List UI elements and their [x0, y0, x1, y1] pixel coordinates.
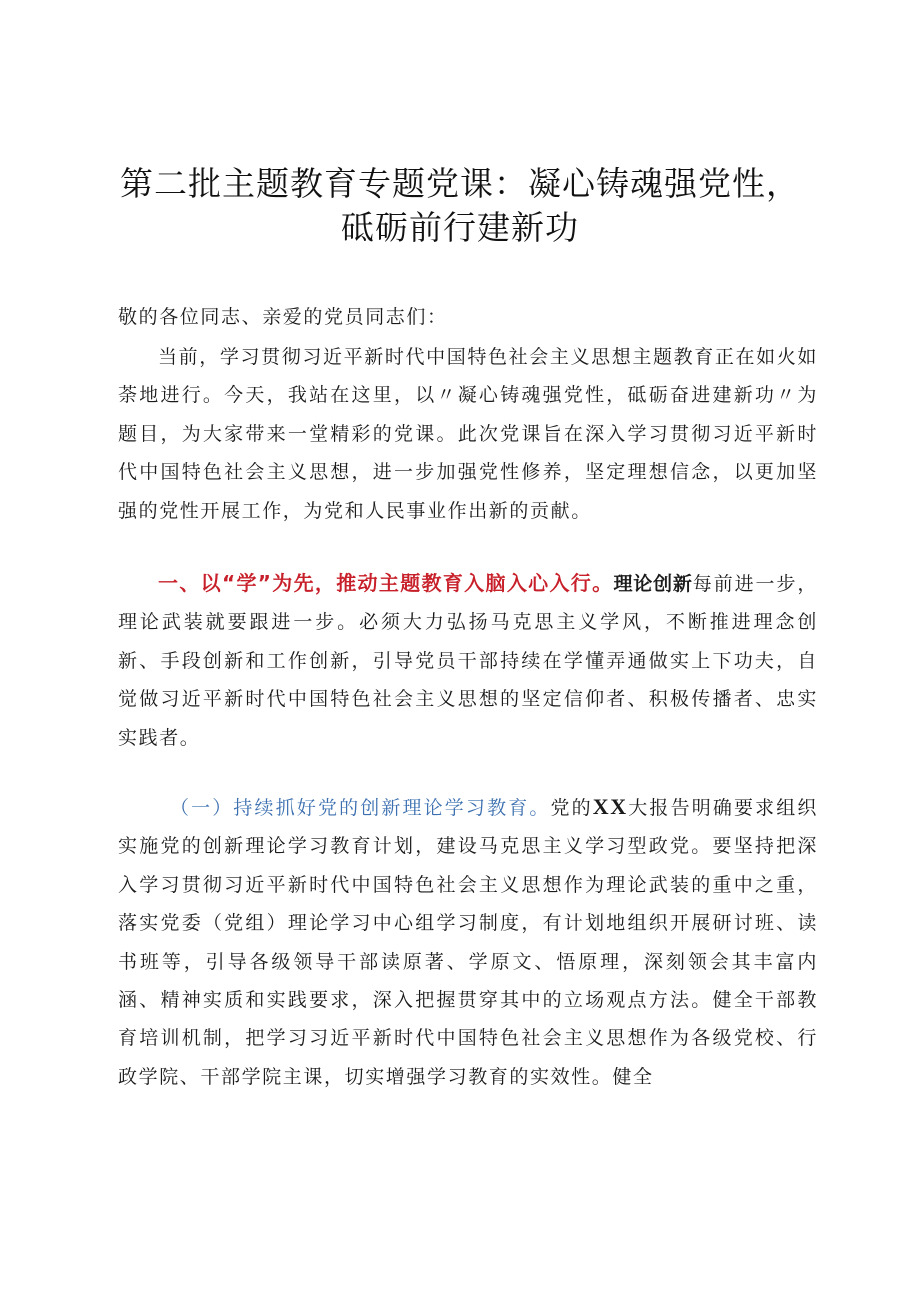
subsection1-paragraph [118, 788, 818, 1096]
subsection1-text-before: 党的 [550, 797, 593, 819]
section1-text: 每前进一步，理论武装就要跟进一步。必须大力弘扬马克思主义学风，不断推进理念创新、手段创新和工作创新，引导党员干部持续在学懂弄通做实上下功夫，自觉做习近平新时代中国特色社会主义思想的坚定信仰者、积极传播者、忠实实践者。 [118, 573, 818, 749]
greeting: 敬的各位同志、亲爱的党员同志们： [118, 306, 448, 328]
subsection1-heading: （一）持续抓好党的创新理论学习教育。 [170, 797, 551, 819]
section1-paragraph [118, 564, 818, 757]
section1-heading: 一、以“学”为先，推动主题教育入脑入心入行。 [158, 571, 614, 595]
document-title-line2: 砥砺前行建新功 [341, 208, 579, 247]
section1-lead: 理论创新 [613, 573, 693, 595]
intro-paragraph: 当前，学习贯彻习近平新时代中国特色社会主义思想主题教育正在如火如荼地进行。今天，我站在这里，以〃凝心铸魂强党性，砥砺奋进建新功〃为题目，为大家带来一堂精彩的党课。此次党课旨在深入学习贯彻习近平新时代中国特色社会主义思想，进一步加强党性修养，坚定理想信念，以更加坚强的党性开展工作，为党和人民事业作出新的贡献。 [118, 346, 818, 522]
subsection1-xx: XX [592, 794, 628, 819]
document-title-line1: 第二批主题教育专题党课：凝心铸魂强党性， [120, 164, 800, 203]
subsection1-text-after: 大报告明确要求组织实施党的创新理论学习教育计划，建设马克思主义学习型政党。要坚持把深入学习贯彻习近平新时代中国特色社会主义思想作为理论武装的重中之重，落实党委（党组）理论学习中心组学习制度，有计划地组织开展研讨班、读书班等，引导各级领导干部读原著、学原文、悟原理，深刻领会其丰富内涵、精神实质和实践要求，深入把握贯穿其中的立场观点方法。健全干部教育培训机制，把学习习近平新时代中国特色社会主义思想作为各级党校、行政学院、干部学院主课，切实增强学习教育的实效性。健全 [118, 797, 818, 1088]
